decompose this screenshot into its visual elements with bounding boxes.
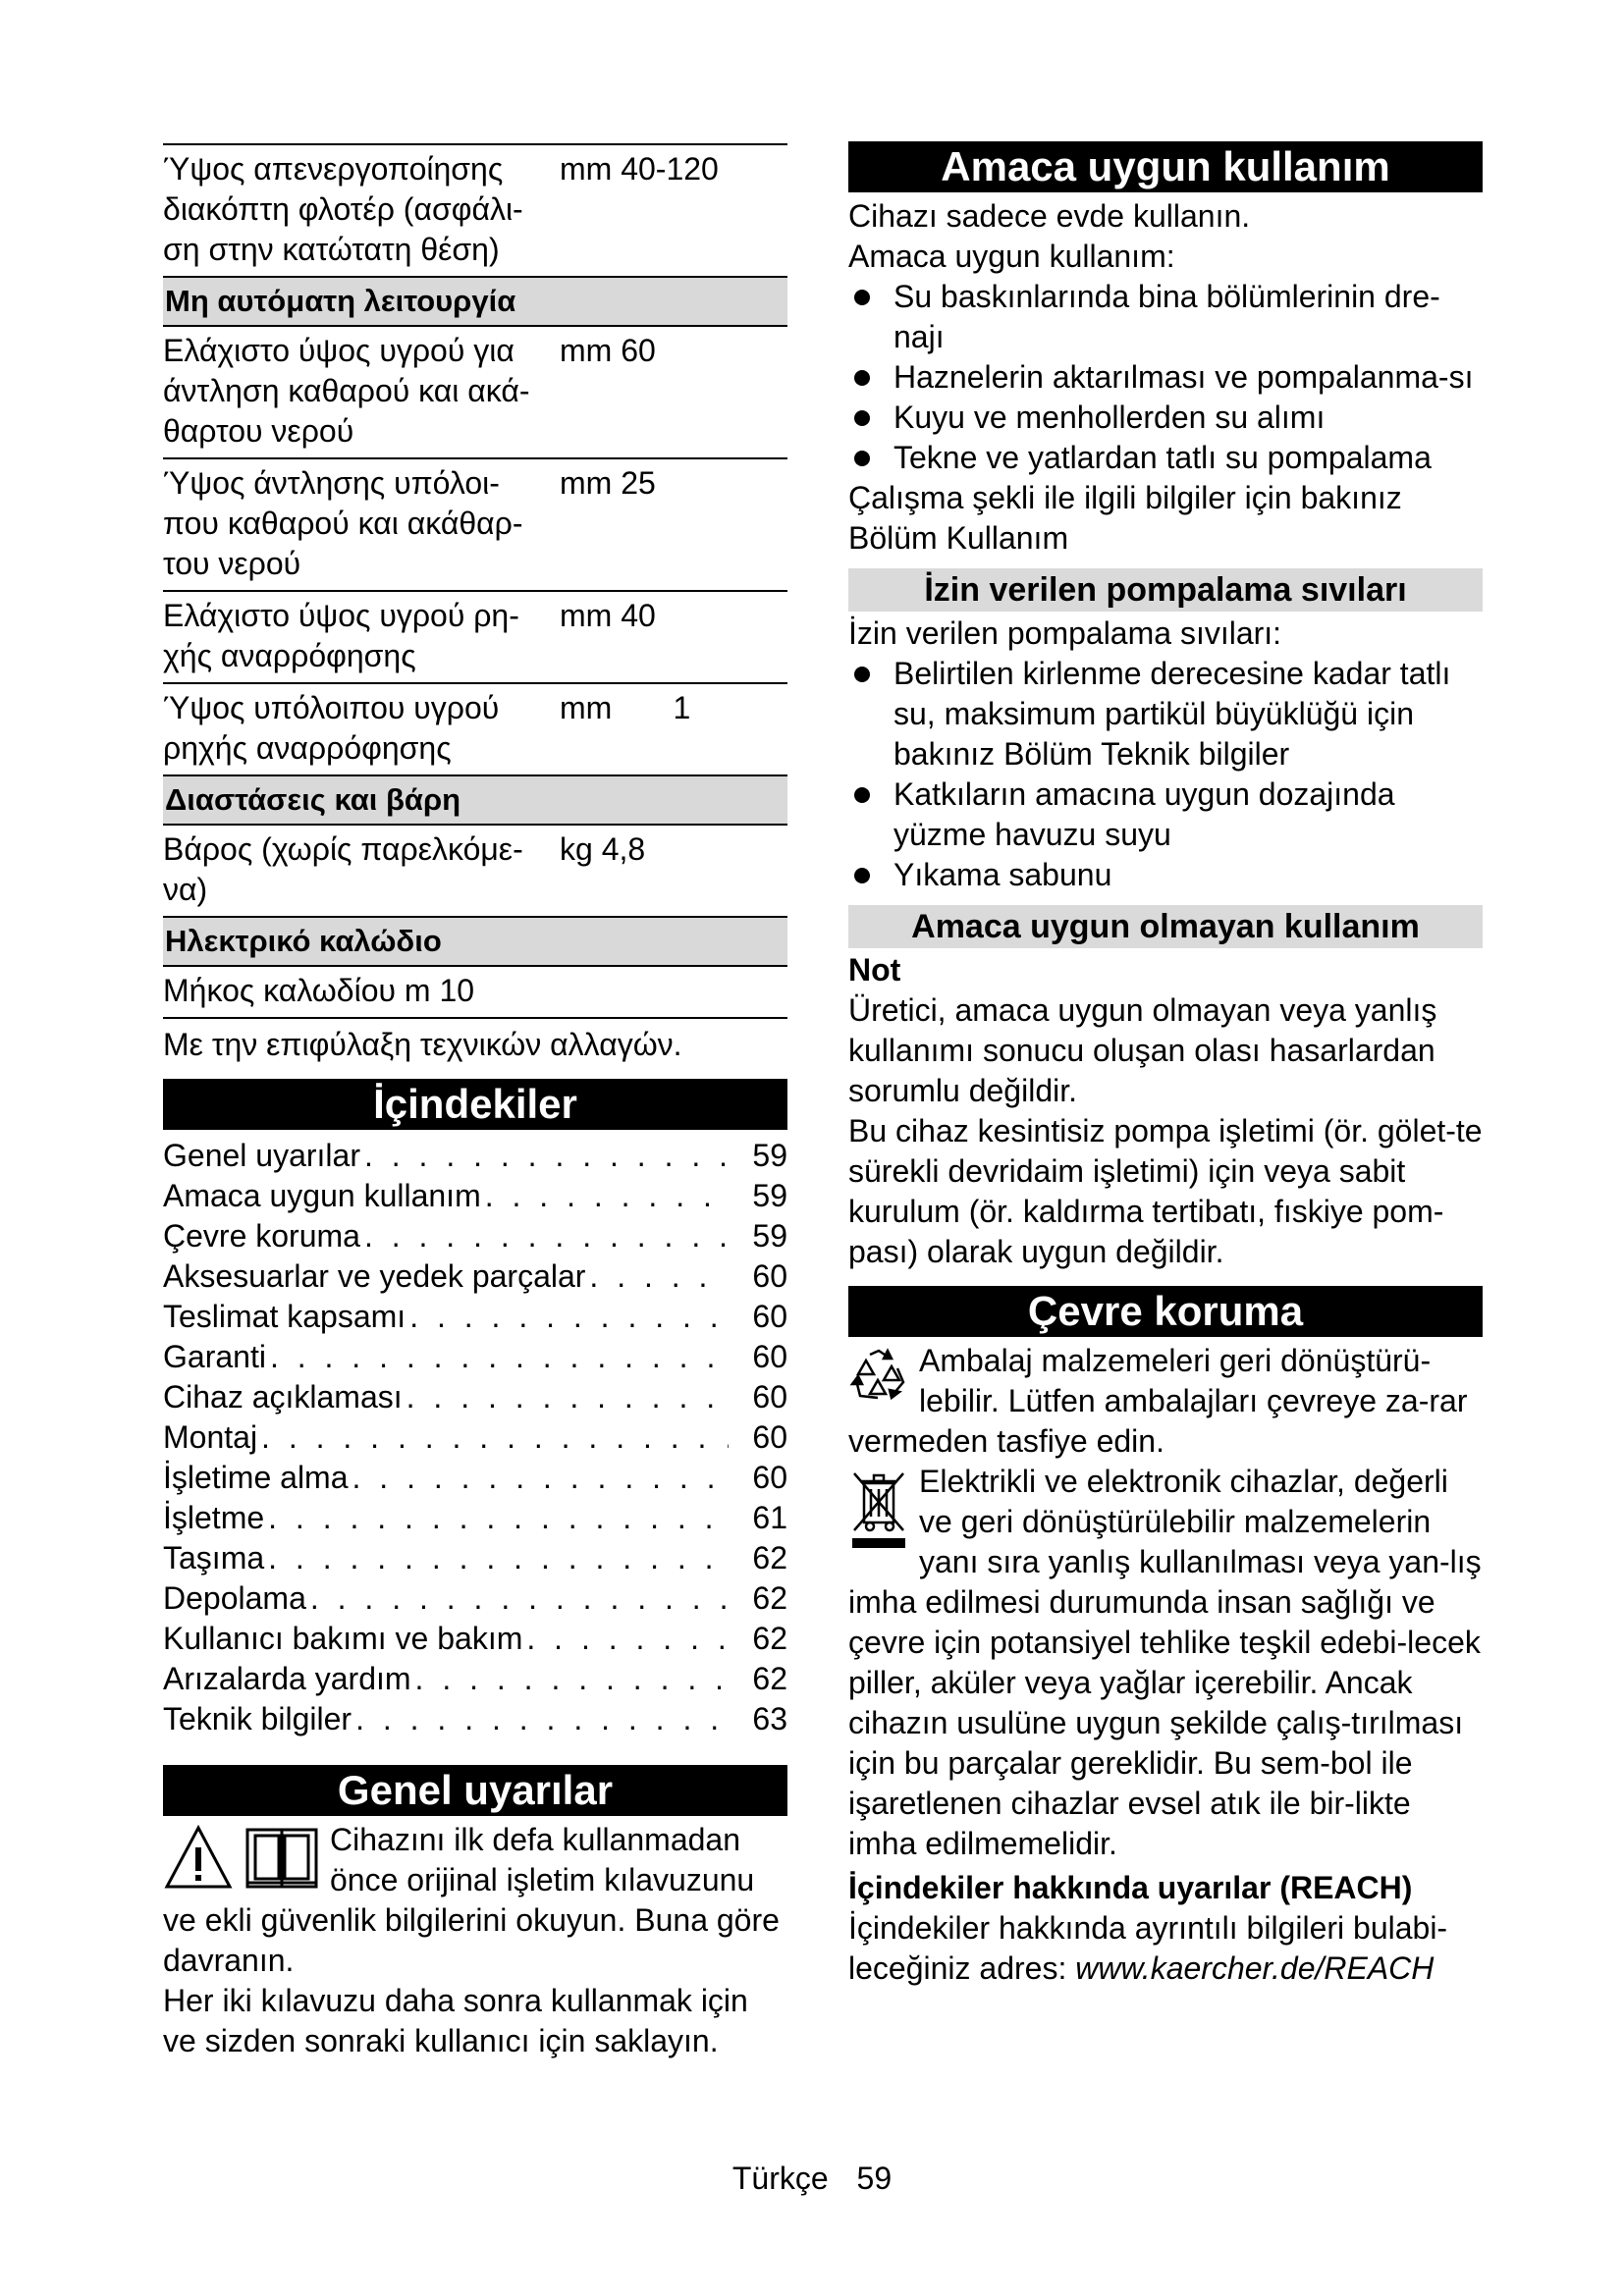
spec-label: Μήκος καλωδίου m 10 bbox=[163, 973, 475, 1008]
spec-value: kg 4,8 bbox=[560, 831, 646, 867]
permitted-fluids-p1: İzin verilen pompalama sıvıları: bbox=[848, 615, 1282, 651]
toc-item-page: 60 bbox=[752, 1299, 787, 1334]
spec-value: mm 60 bbox=[560, 333, 656, 368]
reach-text-body: İçindekiler hakkında ayrıntılı bilgileri bulabi-leceğiniz adres: bbox=[848, 1910, 1448, 1986]
toc-leader-dots bbox=[360, 1216, 729, 1256]
toc-item[interactable] bbox=[163, 1659, 787, 1699]
table-of-contents bbox=[163, 1136, 787, 1739]
toc-leader-dots bbox=[360, 1136, 729, 1176]
toc-item-title: Kullanıcı bakımı ve bakım bbox=[163, 1621, 523, 1656]
reach-link[interactable]: www.kaercher.de/REACH bbox=[1075, 1950, 1435, 1986]
toc-item-title: Arızalarda yardım bbox=[163, 1661, 411, 1696]
toc-item[interactable] bbox=[163, 1458, 787, 1498]
toc-leader-dots bbox=[257, 1417, 729, 1458]
environment-p2: Elektrikli ve elektronik cihazlar, değerli ve geri dönüştürülebilir malzemelerin yanı sıra yanlış kullanılması veya yan-lış imha edilmesi durumunda insan sağlığı ve çevre için potansiyel tehlike teşkil edebi-lecek piller, aküler veya yağlar içerebilir. Ancak cihazın usulüne uygun şekilde çalış-tırılması için bu parçalar gereklidir. Bu sem-bol ile işaretlenen cihazlar evsel atık ile bir-likte imha edilmemelidir. bbox=[848, 1464, 1482, 1861]
spec-value: mm 40 bbox=[560, 598, 656, 633]
toc-item-page: 60 bbox=[752, 1419, 787, 1455]
toc-item-page: 60 bbox=[752, 1460, 787, 1495]
toc-item[interactable] bbox=[163, 1699, 787, 1739]
list-item: Katkıların amacına uygun dozajında yüzme havuzu suyu bbox=[848, 774, 1483, 855]
footer-language: Türkçe bbox=[731, 2161, 829, 2196]
environment-title: Çevre koruma bbox=[848, 1286, 1483, 1337]
recycling-icon bbox=[848, 1347, 909, 1415]
toc-item-title: Garanti bbox=[163, 1339, 266, 1374]
spec-row bbox=[163, 824, 787, 916]
toc-item-page: 60 bbox=[752, 1379, 787, 1415]
toc-item-title: Amaca uygun kullanım bbox=[163, 1178, 481, 1213]
spec-note: Με την επιφύλαξη τεχνικών αλλαγών. bbox=[163, 1017, 787, 1073]
list-item: Belirtilen kirlenme derecesine kadar tatlı su, maksimum partikül büyüklüğü için bakınız Bölüm Teknik bilgiler bbox=[848, 654, 1483, 774]
note-label: Not bbox=[848, 952, 901, 988]
toc-item[interactable] bbox=[163, 1498, 787, 1538]
environment-recycling-text bbox=[848, 1341, 1483, 1462]
toc-item[interactable] bbox=[163, 1216, 787, 1256]
spec-label: Ύψος απενεργοποίησης διακόπτη φλοτέρ (ασφάλι-ση στην κατώτατη θέση) bbox=[163, 151, 523, 267]
toc-item-page: 60 bbox=[752, 1339, 787, 1374]
toc-item[interactable] bbox=[163, 1337, 787, 1377]
toc-item-page: 63 bbox=[752, 1701, 787, 1736]
general-warnings-p2: Her iki kılavuzu daha sonra kullanmak için ve sizden sonraki kullanıcı için saklayın. bbox=[163, 1983, 748, 2058]
toc-leader-dots bbox=[406, 1297, 729, 1337]
list-item: Tekne ve yatlardan tatlı su pompalama bbox=[848, 438, 1483, 478]
toc-leader-dots bbox=[352, 1699, 729, 1739]
environment-p1: Ambalaj malzemeleri geri dönüştürü-lebilir. Lütfen ambalajları çevreye za-rar vermeden tasfiye edin. bbox=[848, 1343, 1468, 1459]
spec-row bbox=[163, 325, 787, 457]
toc-leader-dots bbox=[349, 1458, 730, 1498]
toc-item-title: Çevre koruma bbox=[163, 1218, 360, 1254]
toc-item-title: İşletme bbox=[163, 1500, 265, 1535]
spec-row bbox=[163, 682, 787, 774]
spec-group-title: Διαστάσεις και βάρη bbox=[163, 774, 787, 824]
toc-leader-dots bbox=[264, 1498, 729, 1538]
toc-item[interactable] bbox=[163, 1417, 787, 1458]
toc-item-page: 62 bbox=[752, 1621, 787, 1656]
toc-item[interactable] bbox=[163, 1136, 787, 1176]
spec-row bbox=[163, 143, 787, 276]
toc-item-title: Cihaz açıklaması bbox=[163, 1379, 403, 1415]
toc-item[interactable] bbox=[163, 1176, 787, 1216]
spec-value: mm 25 bbox=[560, 465, 656, 501]
general-warnings-p1: Cihazını ilk defa kullanmadan önce orijinal işletim kılavuzunu ve ekli güvenlik bilgilerini okuyun. Buna göre davranın. bbox=[163, 1822, 780, 1978]
spec-label: Ελάχιστο ύψος υγρού για άντληση καθαρού και ακά-θαρτου νερού bbox=[163, 333, 530, 449]
toc-item-page: 60 bbox=[752, 1258, 787, 1294]
intended-use-p2: Amaca uygun kullanım: bbox=[848, 239, 1175, 274]
improper-use-p1: Üretici, amaca uygun olmayan veya yanlış kullanımı sonucu oluşan olası hasarlardan sorumlu değildir. bbox=[848, 992, 1437, 1108]
toc-item-title: Taşıma bbox=[163, 1540, 265, 1575]
toc-leader-dots bbox=[522, 1619, 729, 1659]
spec-label: Ελάχιστο ύψος υγρού ρη-χής αναρρόφησης bbox=[163, 598, 519, 673]
toc-item-title: İşletime alma bbox=[163, 1460, 349, 1495]
toc-item[interactable] bbox=[163, 1256, 787, 1297]
toc-leader-dots bbox=[264, 1538, 729, 1578]
page-footer bbox=[0, 2159, 1624, 2198]
spec-row bbox=[163, 590, 787, 682]
spec-row bbox=[163, 457, 787, 590]
toc-item[interactable] bbox=[163, 1619, 787, 1659]
reach-text bbox=[848, 1908, 1483, 1989]
toc-title: İçindekiler bbox=[163, 1079, 787, 1130]
permitted-fluids-list bbox=[848, 654, 1483, 895]
environment-weee-text bbox=[848, 1462, 1483, 1864]
toc-leader-dots bbox=[306, 1578, 729, 1619]
spec-value: mm 40-120 bbox=[560, 151, 719, 187]
right-column bbox=[848, 141, 1483, 1989]
toc-leader-dots bbox=[411, 1659, 729, 1699]
general-warnings-title: Genel uyarılar bbox=[163, 1765, 787, 1816]
improper-use-p2: Bu cihaz kesintisiz pompa işletimi (ör. gölet-te sürekli devridaim işletimi) için veya sabit kurulum (ör. kaldırma tertibatı, fıskiye pom-pası) olarak uygun değildir. bbox=[848, 1113, 1483, 1269]
toc-item-page: 59 bbox=[752, 1138, 787, 1173]
toc-item-title: Teknik bilgiler bbox=[163, 1701, 352, 1736]
spec-row bbox=[163, 965, 787, 1017]
list-item: Yıkama sabunu bbox=[848, 855, 1483, 895]
toc-item-title: Montaj bbox=[163, 1419, 258, 1455]
toc-leader-dots bbox=[266, 1337, 729, 1377]
toc-leader-dots bbox=[403, 1377, 729, 1417]
toc-item[interactable] bbox=[163, 1538, 787, 1578]
toc-item-page: 59 bbox=[752, 1178, 787, 1213]
spec-value: mm 1 bbox=[560, 690, 691, 725]
manual-book-icon bbox=[244, 1824, 320, 1900]
toc-item-title: Genel uyarılar bbox=[163, 1138, 360, 1173]
spec-group-title: Ηλεκτρικό καλώδιο bbox=[163, 916, 787, 965]
spec-group-title: Μη αυτόματη λειτουργία bbox=[163, 276, 787, 325]
spec-label: Βάρος (χωρίς παρελκόμε-να) bbox=[163, 831, 523, 907]
toc-item-page: 61 bbox=[752, 1500, 787, 1535]
spec-label: Ύψος άντλησης υπόλοι-που καθαρού και ακάθαρ-του νερού bbox=[163, 465, 523, 581]
spec-table bbox=[163, 143, 787, 1073]
toc-item[interactable] bbox=[163, 1377, 787, 1417]
toc-item-page: 62 bbox=[752, 1540, 787, 1575]
permitted-fluids-title: İzin verilen pompalama sıvıları bbox=[848, 568, 1483, 612]
toc-item-title: Aksesuarlar ve yedek parçalar bbox=[163, 1258, 586, 1294]
toc-item-page: 62 bbox=[752, 1580, 787, 1616]
toc-leader-dots bbox=[585, 1256, 729, 1297]
list-item: Su baskınlarında bina bölümlerinin dre-najı bbox=[848, 277, 1483, 357]
reach-title: İçindekiler hakkında uyarılar (REACH) bbox=[848, 1870, 1413, 1905]
footer-page-number: 59 bbox=[856, 2161, 893, 2196]
list-item: Kuyu ve menhollerden su alımı bbox=[848, 398, 1483, 438]
intended-use-title: Amaca uygun kullanım bbox=[848, 141, 1483, 192]
toc-leader-dots bbox=[481, 1176, 729, 1216]
intended-use-list bbox=[848, 277, 1483, 478]
warning-icon bbox=[163, 1824, 234, 1900]
spec-label: Ύψος υπόλοιπου υγρού ρηχής αναρρόφησης bbox=[163, 690, 500, 766]
list-item: Haznelerin aktarılması ve pompalanma-sı bbox=[848, 357, 1483, 398]
toc-item-title: Depolama bbox=[163, 1580, 306, 1616]
weee-bin-icon bbox=[848, 1469, 909, 1562]
intended-use-p1: Cihazı sadece evde kullanın. bbox=[848, 198, 1251, 234]
left-column bbox=[163, 143, 787, 2061]
toc-item-page: 62 bbox=[752, 1661, 787, 1696]
toc-item[interactable] bbox=[163, 1578, 787, 1619]
intended-use-p3: Çalışma şekli ile ilgili bilgiler için bakınız Bölüm Kullanım bbox=[848, 480, 1402, 556]
toc-item-title: Teslimat kapsamı bbox=[163, 1299, 406, 1334]
toc-item-page: 59 bbox=[752, 1218, 787, 1254]
general-warnings-text bbox=[163, 1820, 787, 1981]
toc-item[interactable] bbox=[163, 1297, 787, 1337]
improper-use-title: Amaca uygun olmayan kullanım bbox=[848, 905, 1483, 948]
